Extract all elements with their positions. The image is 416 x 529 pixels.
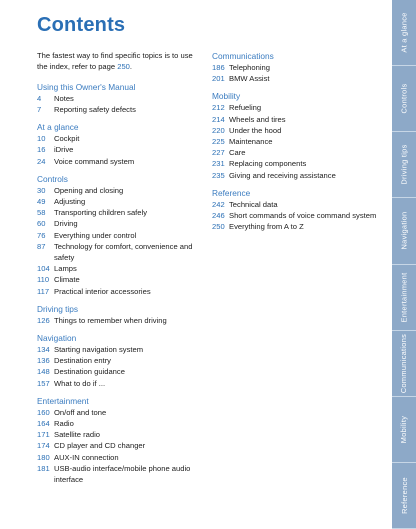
- toc-entry-page: 214: [212, 114, 225, 124]
- toc-entry[interactable]: [212, 170, 377, 181]
- toc-entry-title: Satellite radio: [54, 430, 101, 440]
- toc-entry-page: 10: [37, 134, 46, 144]
- toc-entry[interactable]: [37, 263, 202, 274]
- sidebar-tab-label: Reference: [399, 477, 409, 514]
- toc-entry[interactable]: [37, 366, 202, 377]
- toc-entry-page: 60: [37, 219, 46, 229]
- toc-entry[interactable]: [37, 452, 202, 463]
- section-title: Reference: [212, 187, 251, 198]
- toc-entry-page: 110: [37, 275, 50, 285]
- sidebar-tab-label: Mobility: [399, 415, 409, 444]
- toc-entry-page: 49: [37, 197, 46, 207]
- toc-entry-title: Replacing components: [229, 159, 307, 169]
- toc-entry-page: 201: [212, 74, 225, 84]
- section-title: Controls: [37, 173, 68, 184]
- toc-entry[interactable]: [37, 315, 202, 326]
- section-mobility: [212, 90, 377, 180]
- sidebar-tab-label: Navigation: [399, 211, 409, 250]
- section-title: Using this Owner's Manual: [37, 81, 136, 92]
- toc-entry-page: 212: [212, 103, 225, 113]
- toc-entry-page: 246: [212, 211, 225, 221]
- toc-entry-page: 180: [37, 452, 50, 462]
- toc-entry-title: Transporting children safely: [54, 208, 147, 218]
- toc-entry-title: Adjusting: [54, 197, 86, 207]
- toc-entry-page: 220: [212, 125, 225, 135]
- section-at-a-glance: [37, 121, 202, 167]
- toc-entry-page: 186: [212, 63, 225, 72]
- toc-entry-title: Lamps: [54, 264, 77, 274]
- toc-entry-page: 181: [37, 463, 50, 473]
- toc-entry-title: Destination guidance: [54, 367, 125, 377]
- toc-entry[interactable]: [37, 429, 202, 440]
- sidebar-tab-label: Controls: [399, 83, 409, 114]
- toc-entry-title: What to do if ...: [54, 378, 106, 388]
- section-title: Communications: [212, 51, 274, 61]
- section-title: Entertainment: [37, 395, 89, 406]
- toc-entry-page: 76: [37, 230, 46, 240]
- toc-entry[interactable]: [212, 221, 377, 232]
- toc-entry-title: Voice command system: [54, 156, 135, 166]
- toc-entry-title: Climate: [54, 275, 80, 285]
- toc-entry-title: Technical data: [229, 199, 278, 209]
- intro-text-after: .: [129, 62, 133, 72]
- toc-entry[interactable]: [37, 144, 202, 155]
- toc-entry[interactable]: [37, 407, 202, 418]
- toc-entry-title: Telephoning: [229, 63, 270, 72]
- toc-entry-page: 242: [212, 199, 225, 209]
- toc-entry-page: 157: [37, 378, 50, 388]
- toc-entry[interactable]: [37, 104, 202, 115]
- toc-entry-page: 231: [212, 159, 225, 169]
- sidebar-tab-navigation[interactable]: [392, 198, 416, 264]
- toc-entry-page: 104: [37, 264, 50, 274]
- chapter-sidebar: [392, 0, 416, 529]
- sidebar-tab-label: Driving tips: [399, 144, 409, 185]
- toc-entry[interactable]: [37, 378, 202, 389]
- sidebar-tab-label: Communications: [399, 333, 409, 393]
- toc-entry-title: USB-audio interface/mobile phone audio interface: [54, 463, 191, 485]
- toc-entry[interactable]: [37, 93, 202, 104]
- section-driving-tips: [37, 303, 202, 326]
- toc-entry-title: Everything under control: [54, 230, 137, 240]
- toc-entry[interactable]: [212, 73, 377, 84]
- toc-entry-title: Under the hood: [229, 125, 282, 135]
- toc-entry-page: 250: [212, 222, 225, 232]
- toc-entry-title: Driving: [54, 219, 78, 229]
- toc-entry[interactable]: [212, 158, 377, 169]
- intro-text: [37, 50, 202, 73]
- toc-entry-page: 126: [37, 315, 50, 325]
- toc-entry[interactable]: [37, 230, 202, 241]
- section-using-this-owner-s-manual: [37, 81, 202, 115]
- toc-entry[interactable]: [37, 218, 202, 229]
- toc-entry-page: 174: [37, 441, 50, 451]
- toc-entry-title: Everything from A to Z: [229, 222, 304, 232]
- toc-entry-title: Reporting safety defects: [54, 105, 136, 115]
- sidebar-tab-controls[interactable]: [392, 66, 416, 132]
- toc-entry-page: 164: [37, 419, 50, 429]
- toc-entry[interactable]: [37, 156, 202, 167]
- right-sections: [212, 50, 377, 232]
- toc-entry-page: 7: [37, 105, 42, 115]
- toc-entry-page: 4: [37, 93, 42, 103]
- toc-entry[interactable]: [37, 286, 202, 297]
- toc-entry-page: 58: [37, 208, 46, 218]
- toc-entry-page: 171: [37, 430, 50, 440]
- sidebar-tab-at-a-glance[interactable]: [392, 0, 416, 66]
- toc-entry[interactable]: [212, 62, 377, 73]
- toc-entry[interactable]: [212, 102, 377, 113]
- sidebar-tab-driving-tips[interactable]: [392, 132, 416, 198]
- toc-entry-title: Radio: [54, 419, 74, 429]
- toc-entry-page: 134: [37, 345, 50, 355]
- sidebar-tab-communications[interactable]: [392, 331, 416, 397]
- toc-entry-title: iDrive: [54, 145, 74, 155]
- toc-entry[interactable]: [212, 114, 377, 125]
- toc-entry-title: Cockpit: [54, 134, 80, 144]
- toc-entry[interactable]: [37, 207, 202, 218]
- toc-entry-title: Maintenance: [229, 137, 273, 147]
- toc-entry-page: 227: [212, 148, 225, 158]
- toc-entry[interactable]: [37, 418, 202, 429]
- toc-entry[interactable]: [37, 274, 202, 285]
- toc-entry-title: AUX-IN connection: [54, 452, 119, 462]
- toc-entry-page: 30: [37, 185, 46, 195]
- toc-entry[interactable]: [37, 241, 202, 263]
- toc-entry[interactable]: [37, 355, 202, 366]
- toc-entry-page: 87: [37, 241, 46, 251]
- toc-entry-title: Notes: [54, 93, 74, 103]
- toc-entry[interactable]: [37, 133, 202, 144]
- toc-entry-page: 148: [37, 367, 50, 377]
- sidebar-tab-label: Entertainment: [399, 272, 409, 323]
- page-title: Contents: [37, 14, 126, 36]
- toc-entry-page: 117: [37, 286, 50, 296]
- left-sections: [37, 81, 202, 485]
- toc-entry[interactable]: [212, 210, 377, 221]
- toc-entry-page: 136: [37, 356, 50, 366]
- intro-text-before: The fastest way to find specific topics is to use the index, refer to page: [37, 51, 193, 72]
- toc-entry-page: 235: [212, 170, 225, 180]
- toc-entry-title: Starting navigation system: [54, 345, 144, 355]
- toc-entry-title: Practical interior accessories: [54, 286, 151, 296]
- section-communications: [212, 50, 377, 84]
- toc-entry[interactable]: [37, 196, 202, 207]
- index-page-link[interactable]: 250: [117, 62, 130, 72]
- toc-entry-title: Giving and receiving assistance: [229, 170, 336, 180]
- toc-entry-title: Things to remember when driving: [54, 315, 167, 325]
- toc-entry[interactable]: [37, 440, 202, 451]
- section-title: Navigation: [37, 333, 77, 344]
- toc-entry[interactable]: [37, 344, 202, 355]
- toc-entry-title: Opening and closing: [54, 185, 124, 195]
- toc-entry-page: 160: [37, 407, 50, 417]
- toc-entry-title: Wheels and tires: [229, 114, 286, 124]
- contents-right-column: [212, 50, 377, 238]
- section-controls: [37, 173, 202, 297]
- sidebar-tab-label: At a glance: [399, 12, 409, 53]
- toc-entry[interactable]: [212, 125, 377, 136]
- toc-entry-title: Short commands of voice command system: [229, 211, 377, 221]
- toc-entry[interactable]: [212, 136, 377, 147]
- toc-entry[interactable]: [212, 199, 377, 210]
- section-entertainment: [37, 395, 202, 485]
- toc-entry-page: 225: [212, 137, 225, 147]
- sidebar-tab-reference[interactable]: [392, 463, 416, 529]
- toc-entry-title: Destination entry: [54, 356, 111, 366]
- toc-entry-page: 16: [37, 145, 46, 155]
- toc-entry[interactable]: [37, 185, 202, 196]
- toc-entry-title: CD player and CD changer: [54, 441, 146, 451]
- section-title: Driving tips: [37, 303, 79, 314]
- toc-entry-title: Refueling: [229, 103, 262, 113]
- section-title: At a glance: [37, 122, 79, 133]
- toc-entry[interactable]: [37, 463, 202, 485]
- section-reference: [212, 187, 377, 233]
- section-title: Mobility: [212, 91, 241, 102]
- toc-entry-title: On/off and tone: [54, 407, 107, 417]
- sidebar-tab-mobility[interactable]: [392, 397, 416, 463]
- toc-entry-title: Technology for comfort, convenience and safety: [54, 241, 193, 263]
- toc-entry-page: 24: [37, 156, 46, 166]
- sidebar-tab-entertainment[interactable]: [392, 265, 416, 331]
- contents-left-column: [37, 50, 202, 491]
- toc-entry-title: Care: [229, 148, 246, 158]
- toc-entry-title: BMW Assist: [229, 74, 270, 84]
- toc-entry[interactable]: [212, 147, 377, 158]
- section-navigation: [37, 332, 202, 389]
